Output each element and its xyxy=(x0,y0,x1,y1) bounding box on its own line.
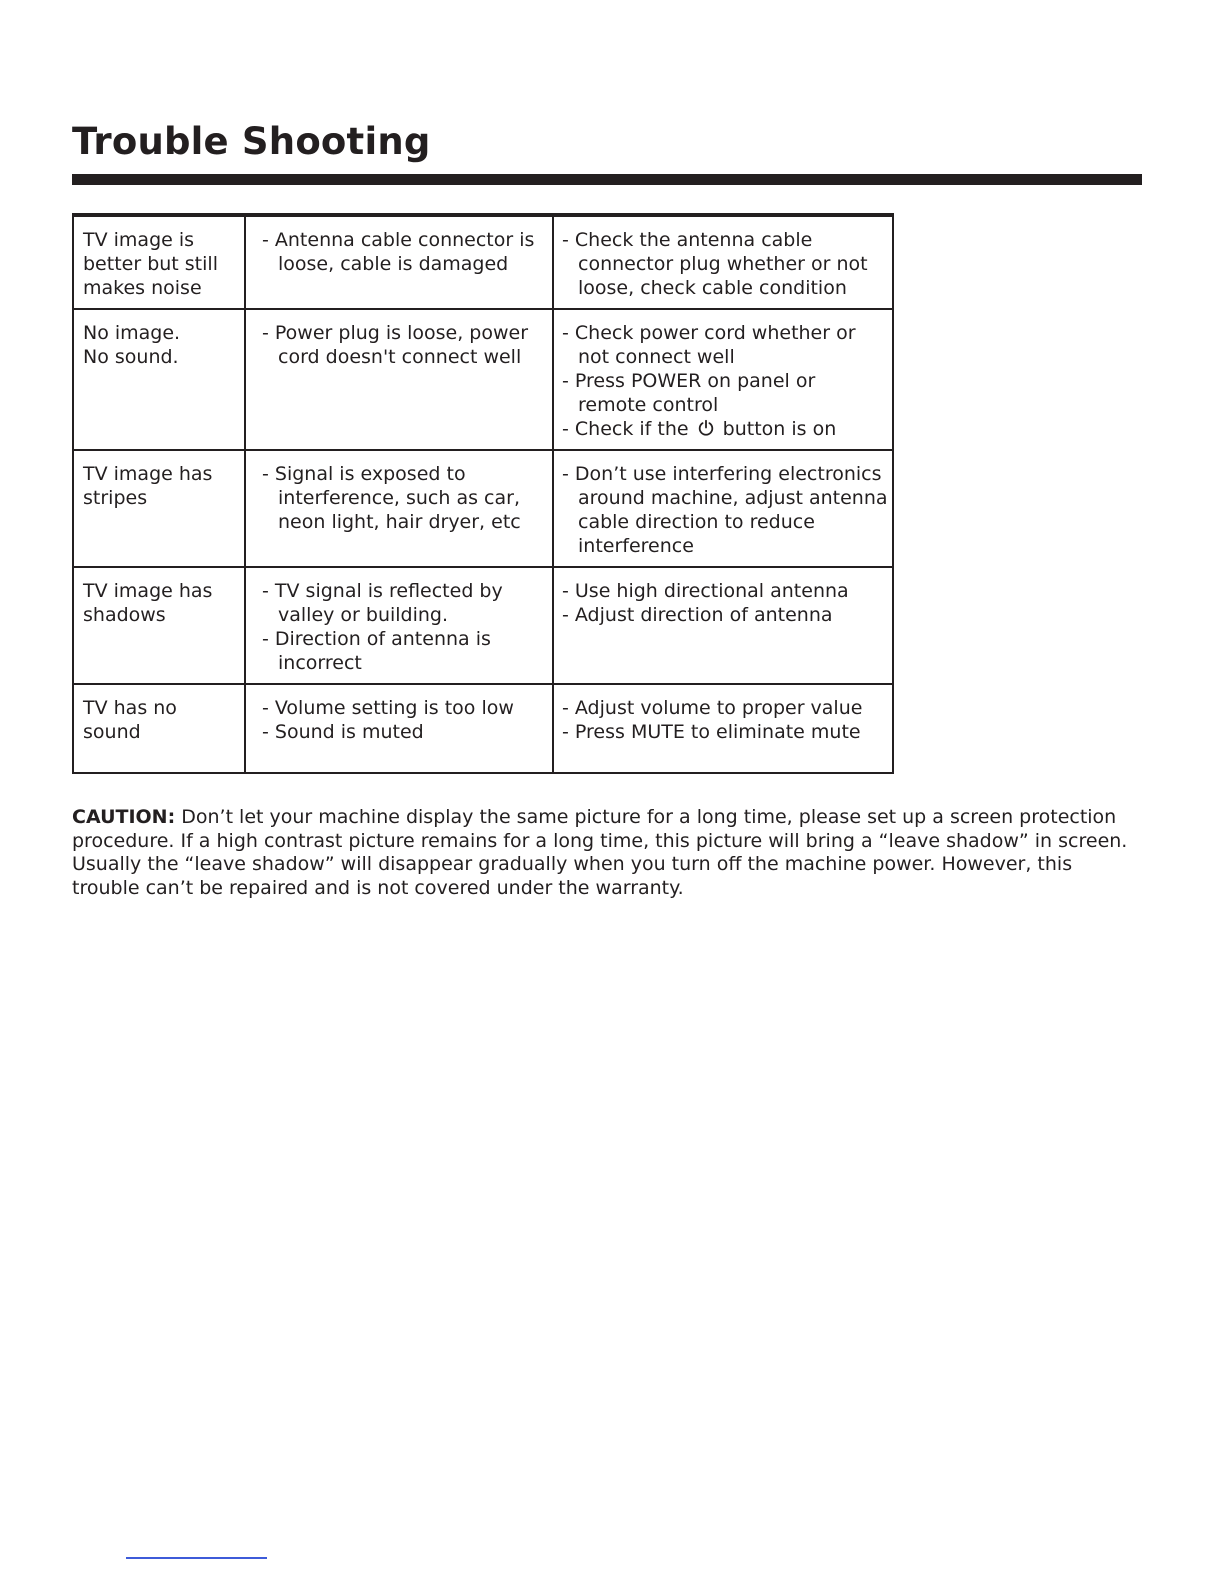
cause-item: - Sound is muted xyxy=(262,721,424,743)
solution-prefix: - Check if the xyxy=(562,418,689,440)
cause-item: - Direction of antenna is incorrect xyxy=(262,628,491,674)
solution-item xyxy=(562,417,890,441)
cause-cell xyxy=(245,215,553,309)
cause-cell xyxy=(245,309,553,450)
solution-item: - Use high directional antenna xyxy=(562,580,849,602)
symptom-line: TV image has xyxy=(83,580,213,602)
solution-item: - Press MUTE to eliminate mute xyxy=(562,721,861,743)
symptom-line: makes noise xyxy=(83,277,202,299)
symptom-cell xyxy=(73,215,245,309)
title-rule xyxy=(72,174,1142,185)
symptom-line: shadows xyxy=(83,604,166,626)
solution-item: - Check the antenna cable connector plug whether or not loose, check cable condition xyxy=(562,229,868,299)
solution-item: - Press POWER on panel or remote control xyxy=(562,370,816,416)
solution-cell xyxy=(553,215,893,309)
symptom-cell xyxy=(73,567,245,684)
cause-cell xyxy=(245,567,553,684)
caution-note xyxy=(72,806,1134,901)
cause-item: - Signal is exposed to interference, such as car, neon light, hair dryer, etc xyxy=(262,463,521,533)
caution-text: Don’t let your machine display the same picture for a long time, please set up a screen protection procedure. If a high contrast picture remains for a long time, this picture will bring a “leave shadow” in screen. Usually the “leave shadow” will disappear gradually when you turn off the machine power. However, this trouble can’t be repaired and is not covered under the warranty. xyxy=(72,806,1128,900)
caution-label: CAUTION: xyxy=(72,806,176,828)
table-row xyxy=(73,309,893,450)
solution-cell xyxy=(553,450,893,567)
symptom-line: No sound. xyxy=(83,346,179,368)
solution-item: - Adjust direction of antenna xyxy=(562,604,833,626)
symptom-cell xyxy=(73,684,245,773)
symptom-line: No image. xyxy=(83,322,181,344)
page-title: Trouble Shooting xyxy=(72,120,431,163)
solution-cell xyxy=(553,567,893,684)
table-row xyxy=(73,450,893,567)
table-row xyxy=(73,684,893,773)
cause-item: - Antenna cable connector is loose, cable is damaged xyxy=(262,229,535,275)
symptom-cell xyxy=(73,450,245,567)
symptom-line: stripes xyxy=(83,487,148,509)
cause-cell xyxy=(245,450,553,567)
symptom-line: better but still xyxy=(83,253,218,275)
cause-item: - TV signal is reflected by valley or building. xyxy=(262,580,503,626)
table-row xyxy=(73,567,893,684)
cause-item: - Volume setting is too low xyxy=(262,697,514,719)
cause-cell xyxy=(245,684,553,773)
footer-line xyxy=(126,1557,267,1559)
troubleshooting-table xyxy=(72,213,894,774)
power-icon xyxy=(697,419,715,437)
solution-item: - Adjust volume to proper value xyxy=(562,697,863,719)
solution-item: - Check power cord whether or not connect well xyxy=(562,322,856,368)
solution-cell xyxy=(553,684,893,773)
symptom-line: TV has no xyxy=(83,697,177,719)
table-row xyxy=(73,215,893,309)
symptom-line: sound xyxy=(83,721,141,743)
symptom-cell xyxy=(73,309,245,450)
symptom-line: TV image is xyxy=(83,229,195,251)
symptom-line: TV image has xyxy=(83,463,213,485)
cause-item: - Power plug is loose, power cord doesn't connect well xyxy=(262,322,528,368)
solution-suffix: button is on xyxy=(722,418,837,440)
solution-cell xyxy=(553,309,893,450)
solution-item: - Don’t use interfering electronics around machine, adjust antenna cable direction to reduce interference xyxy=(562,463,888,557)
